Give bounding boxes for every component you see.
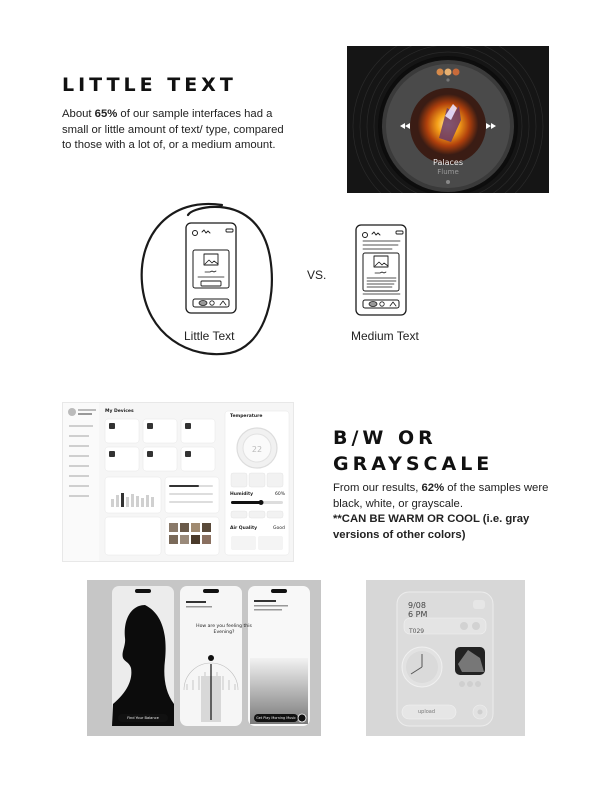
little-text-caption: Little Text	[184, 329, 235, 343]
air-quality-value: Good	[273, 526, 285, 531]
smart-home-dashboard-screenshot	[62, 402, 294, 562]
neumorphic-widget-screenshot	[366, 580, 525, 736]
temperature-title: Temperature	[230, 414, 263, 419]
widget-time: 6 PM	[408, 610, 428, 619]
morning-music-button[interactable]: Get Play Morning Music	[256, 716, 296, 720]
svg-text:22: 22	[251, 445, 263, 454]
bw-grayscale-heading: B/W OR GRAYSCALE	[333, 427, 494, 475]
little-text-stat: 65%	[94, 108, 118, 120]
air-quality-label: Air Quality	[230, 526, 258, 531]
mood-prompt: How are you feeling this Evening?	[196, 624, 252, 635]
medium-text-caption: Medium Text	[351, 329, 419, 343]
track-title: Palaces	[433, 158, 463, 167]
humidity-value: 60%	[275, 492, 286, 497]
bw-grayscale-body: From our results, 62% of the samples were black, white, or grayscale.	[333, 482, 549, 510]
dashboard-section-title: My Devices	[105, 409, 134, 414]
little-text-heading: LITTLE TEXT	[62, 74, 237, 96]
little-text-body: About 65% of our sample interfaces had a small or little amount of text/ type, compared to those with a lot of, or a medium amount.	[62, 108, 284, 151]
grayscale-phones-screenshot	[87, 580, 321, 736]
vs-label: VS.	[307, 268, 327, 282]
music-player-screenshot	[347, 46, 549, 193]
widget-date: 9/08	[408, 601, 426, 610]
humidity-label: Humidity	[230, 492, 254, 497]
widget-code: T029	[409, 628, 425, 635]
color-note: **CAN BE WARM OR COOL (i.e. gray versions of other colors)	[333, 513, 530, 541]
track-artist: Flume	[437, 168, 459, 176]
bw-grayscale-stat: 62%	[421, 482, 445, 494]
upload-button[interactable]: upload	[418, 709, 436, 715]
find-balance-button[interactable]: Find Your Balance	[127, 716, 159, 720]
